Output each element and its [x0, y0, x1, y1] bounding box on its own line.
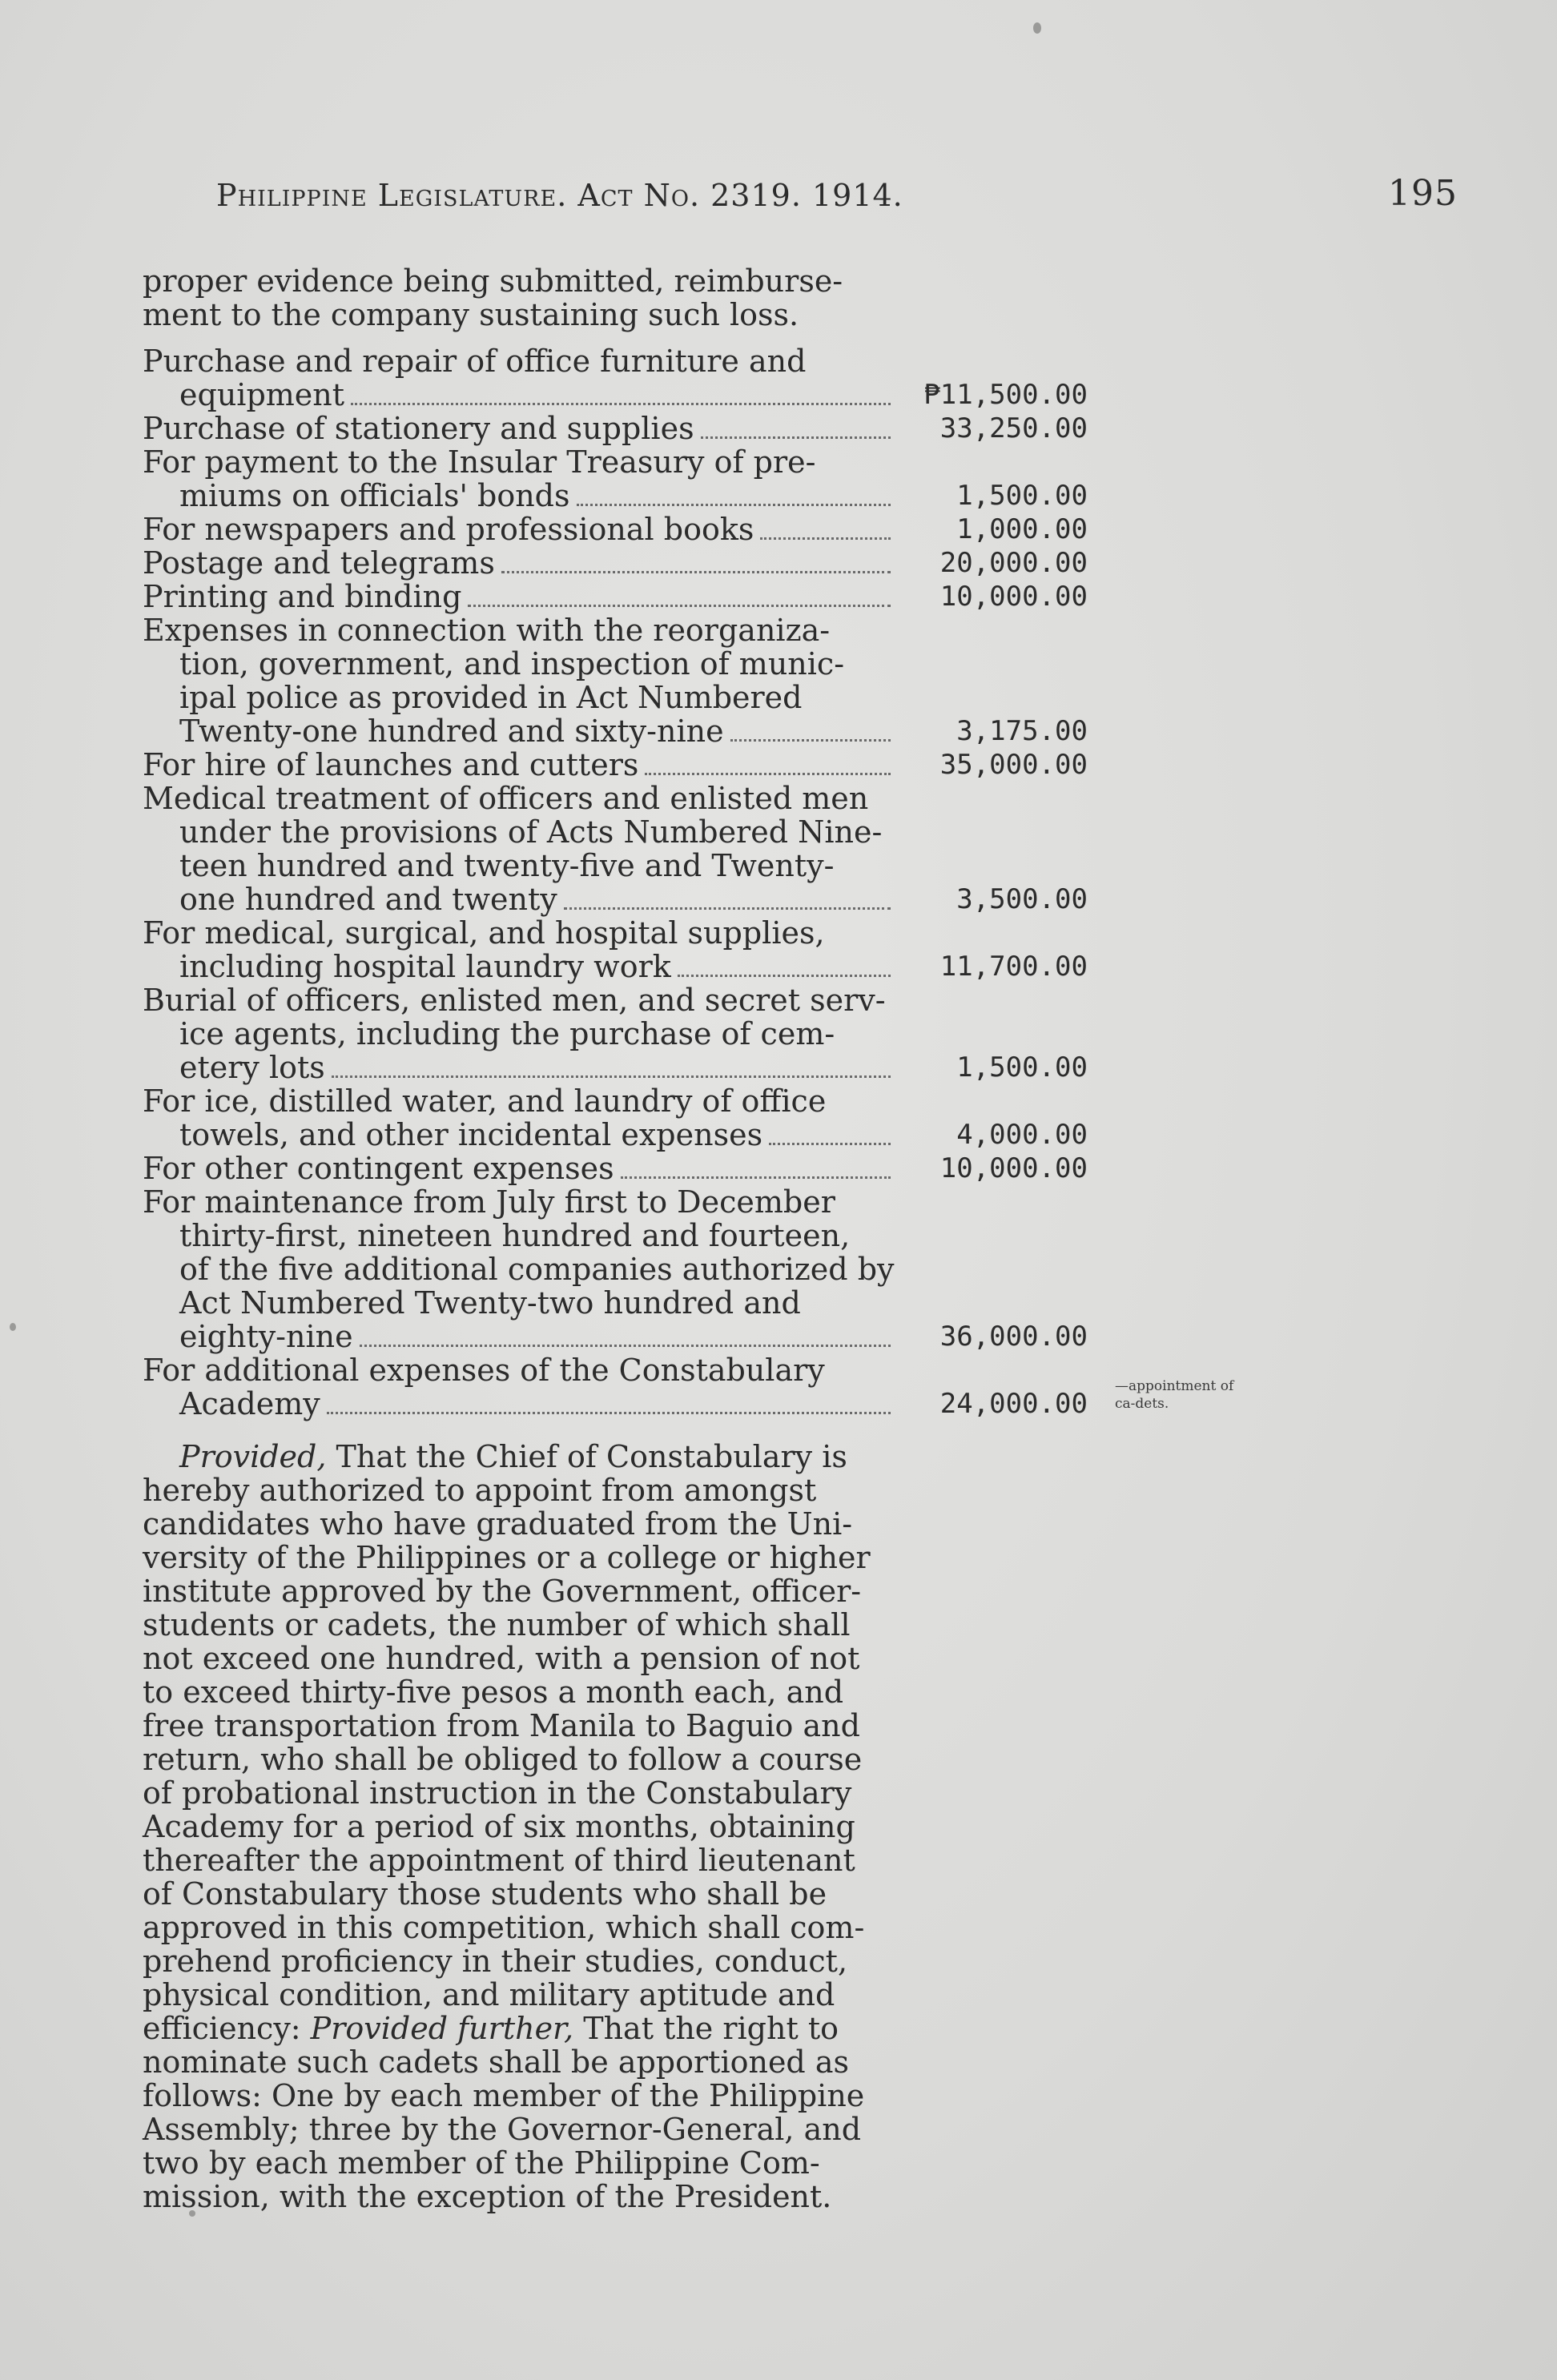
proviso-line: prehend proficiency in their studies, conduct,: [143, 1944, 848, 1979]
line-item-text: towels, and other incidental expenses: [179, 1117, 763, 1152]
line-item: [143, 445, 1088, 513]
line-item-amount: 3,500.00: [956, 883, 1088, 915]
line-item-description: [143, 580, 895, 613]
line-item-text: under the provisions of Acts Numbered Nine-: [179, 814, 883, 850]
line-item: [143, 782, 1088, 916]
line-item-last-line: [143, 714, 895, 748]
line-item-text: equipment: [179, 377, 345, 412]
proviso-line: Assembly; three by the Governor-General, and: [143, 2112, 862, 2147]
proviso-line: nominate such cadets shall be apportioned as: [143, 2044, 849, 2080]
line-item-description: [143, 445, 895, 513]
line-item: [143, 916, 1088, 983]
line-item-description: [143, 748, 895, 782]
proviso-paragraph: [143, 1440, 935, 2213]
line-item-description: [143, 513, 895, 546]
proviso-line: of probational instruction in the Constabulary: [143, 1775, 852, 1811]
line-item-last-line: [143, 1152, 895, 1185]
proviso-line: of Constabulary those students who shall be: [143, 1876, 827, 1912]
line-item: [143, 983, 1088, 1084]
dot-leader: [645, 773, 891, 775]
line-item-text: Purchase and repair of office furniture and: [143, 344, 807, 379]
line-item-last-line: [143, 546, 895, 580]
proviso-line: approved in this competition, which shall com-: [143, 1910, 865, 1945]
line-item-text: one hundred and twenty: [179, 882, 557, 917]
line-item-text: Printing and binding: [143, 579, 462, 614]
line-item-last-line: [143, 1118, 895, 1152]
dot-leader: [327, 1412, 891, 1414]
line-item-text: For other contingent expenses: [143, 1151, 614, 1186]
proviso-line: Academy for a period of six months, obtaining: [143, 1809, 855, 1844]
line-item-text: of the five additional companies authorized by: [179, 1252, 895, 1287]
paper-speck: [10, 1323, 16, 1331]
proviso-line: physical condition, and military aptitude and: [143, 1977, 835, 2012]
line-item-text: Postage and telegrams: [143, 545, 495, 581]
proviso-text: That the right to: [573, 2011, 839, 2046]
dot-leader: [701, 436, 891, 439]
proviso-line: hereby authorized to appoint from amongst: [143, 1473, 817, 1508]
proviso-line: two by each member of the Philippine Com-: [143, 2145, 820, 2181]
line-item-amount: ₱11,500.00: [923, 379, 1088, 411]
line-item-last-line: [143, 882, 895, 916]
line-item: [143, 748, 1088, 782]
dot-leader: [621, 1176, 891, 1179]
line-item-amount: 20,000.00: [939, 547, 1088, 579]
line-item: [143, 580, 1088, 613]
line-item: [143, 546, 1088, 580]
dot-leader: [360, 1345, 891, 1347]
line-item-text: Medical treatment of officers and enlisted men: [143, 781, 869, 816]
line-item-last-line: [143, 748, 895, 782]
line-item-amount: 3,175.00: [956, 715, 1088, 747]
line-item-text: For hire of launches and cutters: [143, 747, 639, 782]
dot-leader: [468, 605, 891, 607]
appropriation-list: [143, 344, 1184, 1421]
line-item-text: For additional expenses of the Constabulary: [143, 1353, 825, 1388]
paper-speck: [1033, 22, 1041, 34]
line-item-amount: 1,000.00: [956, 513, 1088, 545]
line-item-description: [143, 546, 895, 580]
document-body: [143, 264, 1184, 2213]
line-item-text: For newspapers and professional books: [143, 512, 754, 547]
proviso-text: efficiency:: [143, 2011, 311, 2046]
proviso-mid-line: [143, 2012, 935, 2045]
dot-leader: [577, 504, 891, 506]
proviso-line: institute approved by the Government, officer-: [143, 1574, 862, 1609]
dot-leader: [678, 975, 891, 977]
proviso-text: That the Chief of Constabulary is: [326, 1439, 847, 1474]
proviso-lines: [143, 2045, 935, 2213]
line-item-amount: 24,000.00: [939, 1388, 1088, 1420]
line-item: [143, 613, 1088, 748]
line-item-text: eighty-nine: [179, 1319, 353, 1354]
line-item-description: [143, 613, 895, 748]
line-item-text: For payment to the Insular Treasury of pre-: [143, 444, 816, 480]
line-item: [143, 1084, 1088, 1152]
line-item-amount: 10,000.00: [939, 581, 1088, 613]
page-number: 195: [1388, 173, 1458, 214]
line-item-amount: 35,000.00: [939, 749, 1088, 781]
line-item-amount: 10,000.00: [939, 1152, 1088, 1184]
line-item-text: Purchase of stationery and supplies: [143, 411, 694, 446]
line-item-amount: 11,700.00: [939, 951, 1088, 983]
line-item: [143, 1152, 1088, 1185]
dot-leader: [351, 403, 891, 405]
proviso-line: not exceed one hundred, with a pension of not: [143, 1641, 860, 1676]
line-item-description: [143, 344, 895, 412]
proviso-line: thereafter the appointment of third lieutenant: [143, 1843, 855, 1878]
dot-leader: [501, 571, 891, 573]
line-item-text: For maintenance from July first to December: [143, 1184, 835, 1220]
line-item-last-line: [143, 580, 895, 613]
intro-line: proper evidence being submitted, reimburse-: [143, 263, 843, 299]
line-item-amount: 36,000.00: [939, 1321, 1088, 1353]
proviso-italic: Provided,: [179, 1439, 327, 1474]
line-item: [143, 412, 1088, 445]
line-item-text: teen hundred and twenty-five and Twenty-: [179, 848, 835, 883]
proviso-line: students or cadets, the number of which shall: [143, 1607, 851, 1642]
line-item-description: [143, 1353, 895, 1421]
line-item-amount: 1,500.00: [956, 1051, 1088, 1083]
line-item-last-line: [143, 950, 895, 983]
line-item-description: [143, 1084, 895, 1152]
intro-line: ment to the company sustaining such loss.: [143, 297, 799, 332]
line-item-amount: 4,000.00: [956, 1119, 1088, 1151]
proviso-lines: [143, 1473, 935, 2012]
line-item-text: tion, government, and inspection of munic-: [179, 646, 845, 681]
line-item-description: [143, 1185, 895, 1353]
line-item-text: thirty-first, nineteen hundred and fourteen,: [179, 1218, 851, 1253]
line-item-text: Academy: [179, 1386, 320, 1421]
line-item-last-line: [143, 479, 895, 513]
line-item-text: Burial of officers, enlisted men, and secret serv-: [143, 983, 886, 1018]
proviso-line: versity of the Philippines or a college or higher: [143, 1540, 871, 1575]
line-item-description: [143, 782, 895, 916]
line-item-text: ipal police as provided in Act Numbered: [179, 680, 803, 715]
line-item-last-line: [143, 1387, 895, 1421]
line-item-last-line: [143, 513, 895, 546]
line-item-text: ice agents, including the purchase of cem-: [179, 1016, 835, 1051]
line-item-text: miums on officials' bonds: [179, 478, 570, 513]
margin-note: —appointment of ca-dets.: [1115, 1378, 1234, 1412]
line-item-description: [143, 983, 895, 1084]
proviso-first-line: [143, 1440, 935, 1473]
line-item: [143, 1353, 1088, 1421]
line-item-text: For ice, distilled water, and laundry of office: [143, 1083, 827, 1119]
line-item-text: Twenty-one hundred and sixty-nine: [179, 714, 724, 749]
proviso-line: candidates who have graduated from the Uni-: [143, 1506, 853, 1542]
line-item-amount: 1,500.00: [956, 480, 1088, 512]
dot-leader: [760, 537, 891, 540]
line-item: [143, 1185, 1088, 1353]
line-item-description: [143, 1152, 895, 1185]
proviso-line: free transportation from Manila to Baguio and: [143, 1708, 860, 1743]
running-header: [216, 173, 1458, 226]
proviso-line: mission, with the exception of the President.: [143, 2179, 832, 2214]
line-item-description: [143, 412, 895, 445]
dot-leader: [769, 1143, 891, 1145]
line-item-text: including hospital laundry work: [179, 949, 671, 984]
dot-leader: [332, 1075, 891, 1078]
intro-paragraph: [143, 264, 895, 332]
line-item-last-line: [143, 378, 895, 412]
proviso-line: return, who shall be obliged to follow a course: [143, 1742, 863, 1777]
line-item-text: For medical, surgical, and hospital supplies,: [143, 915, 825, 951]
dot-leader: [564, 907, 891, 910]
proviso-italic: Provided further,: [310, 2011, 574, 2046]
dot-leader: [730, 739, 891, 742]
line-item-last-line: [143, 1320, 895, 1353]
line-item-description: [143, 916, 895, 983]
line-item-text: Expenses in connection with the reorganiza-: [143, 613, 831, 648]
header-title: Philippine Legislature. Act No. 2319. 1914.: [216, 178, 903, 213]
line-item-last-line: [143, 412, 895, 445]
line-item-text: etery lots: [179, 1050, 325, 1085]
line-item-last-line: [143, 1051, 895, 1084]
line-item: [143, 344, 1088, 412]
line-item-amount: 33,250.00: [939, 412, 1088, 444]
proviso-line: to exceed thirty-five pesos a month each, and: [143, 1674, 844, 1710]
line-item-text: Act Numbered Twenty-two hundred and: [179, 1285, 801, 1321]
proviso-line: follows: One by each member of the Philippine: [143, 2078, 865, 2113]
line-item: [143, 513, 1088, 546]
